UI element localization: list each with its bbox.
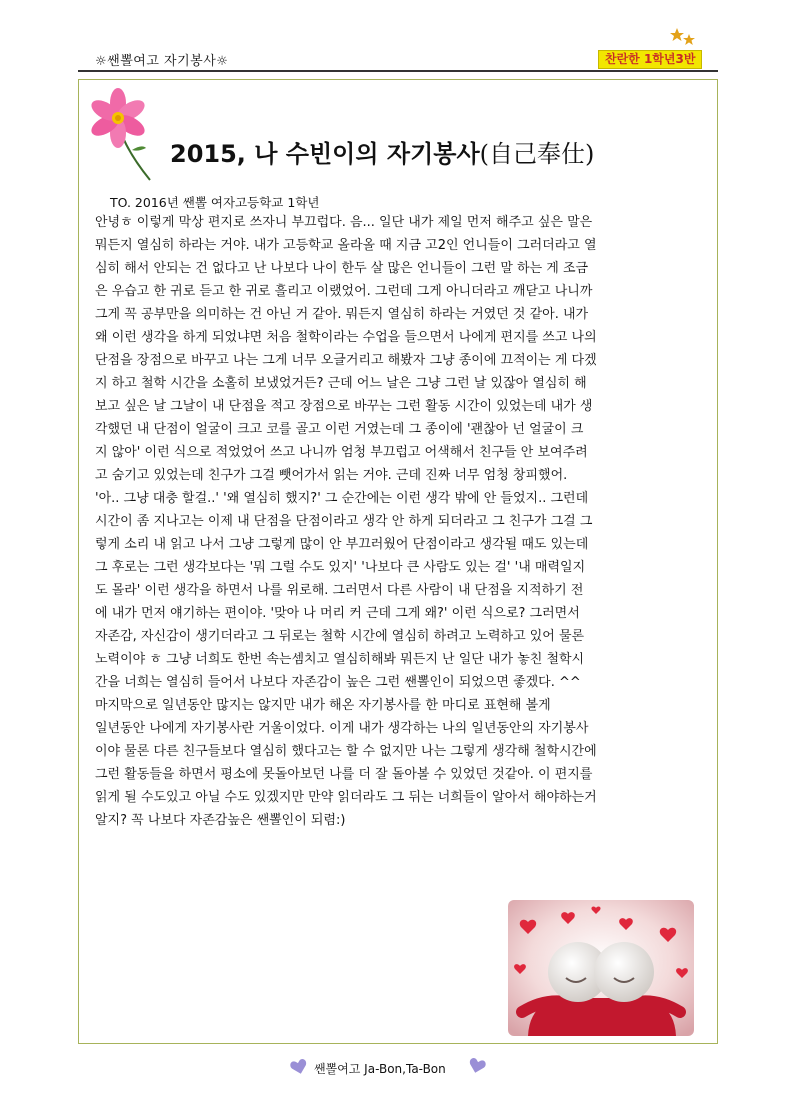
heart-icon <box>290 1059 308 1075</box>
body-line: 이야 물론 다른 친구들보다 열심히 했다고는 할 수 없지만 나는 그렇게 생각해 철학시간에 <box>95 744 597 759</box>
class-badge: 찬란한 1학년3반 <box>598 50 702 69</box>
body-line: 읽게 될 수도있고 아닐 수도 있겠지만 만약 읽더라도 그 뒤는 너희들이 알아서 해야하는거 <box>95 790 597 805</box>
star-decoration-icon <box>668 26 698 50</box>
title-hanja: (自己奉仕) <box>479 140 595 168</box>
body-line: 안녕ㅎ 이렇게 막상 편지로 쓰자니 부끄럽다. 음... 일단 내가 제일 먼저 해주고 싶은 말은 <box>95 215 593 230</box>
header-school-label: ☼쌘뽈여고 자기봉사☼ <box>95 54 229 69</box>
body-line: 지 하고 철학 시간을 소홀히 보냈었거든? 근데 어느 날은 그냥 그런 날 있잖아 열심히 해 <box>95 376 587 391</box>
body-line: 에 내가 먼저 얘기하는 편이야. '맞아 나 머리 커 근데 그게 왜?' 이런 식으로? 그러면서 <box>95 606 580 621</box>
title-text: 2015, 나 수빈이의 자기봉사 <box>170 140 480 168</box>
body-line: 각했던 내 단점이 얼굴이 크고 코를 골고 이런 거였는데 그 종이에 '괜찮아 넌 얼굴이 크 <box>95 422 584 437</box>
body-line: 알지? 꼭 나보다 자존감높은 쌘뽈인이 되렴:) <box>95 813 346 828</box>
body-line: 심히 해서 안되는 건 없다고 난 나보다 나이 한두 살 많은 언니들이 그런 말 하는 게 조금 <box>95 261 589 276</box>
body-line: 렇게 소리 내 읽고 나서 그냥 그렇게 많이 안 부끄러웠어 단점이라고 생각될 때도 있는데 <box>95 537 589 552</box>
body-line: 그게 꼭 공부만을 의미하는 건 아닌 거 같아. 뭐든지 열심히 하라는 거였던 것 같아. 내가 <box>95 307 589 322</box>
body-line: 마지막으로 일년동안 많지는 않지만 내가 해온 자기봉사를 한 마디로 표현해 볼게 <box>95 698 551 713</box>
hugging-figures-image <box>508 900 694 1036</box>
body-line: '아.. 그냥 대충 할걸..' '왜 열심히 했지?' 그 순간에는 이런 생각 밖에 안 들었지.. 그런데 <box>95 491 589 506</box>
body-line: 뭐든지 열심히 하라는 거야. 내가 고등학교 올라올 때 지금 고2인 언니들이 그러더라고 열 <box>95 238 597 253</box>
footer-text: 쌘뽈여고 Ja-Bon,Ta-Bon <box>314 1062 446 1076</box>
cosmos-flower-icon <box>88 88 158 183</box>
body-line: 보고 싶은 날 그날이 내 단점을 적고 장점으로 바꾸는 그런 활동 시간이 있었는데 내가 생 <box>95 399 593 414</box>
body-line: 그런 활동들을 하면서 평소에 못돌아보던 나를 더 잘 돌아볼 수 있었던 것같아. 이 편지를 <box>95 767 593 782</box>
header-divider <box>78 70 718 72</box>
body-line: 자존감, 자신감이 생기더라고 그 뒤로는 철학 시간에 열심히 하려고 노력하고 있어 물론 <box>95 629 585 644</box>
body-line: 지 않아' 이런 식으로 적었었어 쓰고 나니까 엄청 부끄럽고 어색해서 친구들 안 보여주려 <box>95 445 588 460</box>
body-line: 간을 너희는 열심히 들어서 나보다 자존감이 높은 그런 쌘뽈인이 되었으면 좋겠다. ^^ <box>95 675 581 690</box>
body-line: 도 몰라' 이런 생각을 하면서 나를 위로해. 그러면서 다른 사람이 내 단점을 지적하기 전 <box>95 583 584 598</box>
body-line: 시간이 좀 지나고는 이제 내 단점을 단점이라고 생각 안 하게 되더라고 그 친구가 그걸 그 <box>95 514 593 529</box>
page-footer <box>290 1058 490 1078</box>
body-line: 그 후로는 그런 생각보다는 '뭐 그럴 수도 있지' '나보다 큰 사람도 있는 걸' '내 매력일지 <box>95 560 586 575</box>
body-line: 왜 이런 생각을 하게 되었냐면 처음 철학이라는 수업을 들으면서 나에게 편지를 쓰고 나의 <box>95 330 597 345</box>
body-line: 일년동안 나에게 자기봉사란 거울이었다. 이게 내가 생각하는 나의 일년동안의 자기봉사 <box>95 721 589 736</box>
letter-addressee: TO. 2016년 쌘뽈 여자고등학교 1학년 <box>110 195 320 210</box>
heart-icon <box>468 1058 486 1074</box>
body-line: 은 우습고 한 귀로 듣고 한 귀로 흘리고 이랬었어. 그런데 그게 아니더라고 깨닫고 나니까 <box>95 284 593 299</box>
document-title <box>170 134 630 169</box>
body-line: 단점을 장점으로 바꾸고 나는 그게 너무 오글거리고 해봤자 그냥 종이에 끄적이는 게 다겠 <box>95 353 597 368</box>
letter-body <box>95 211 680 832</box>
body-line: 고 숨기고 있었는데 친구가 그걸 뺏어가서 읽는 거야. 근데 진짜 너무 엄청 창피했어. <box>95 468 568 483</box>
body-line: 노력이야 ㅎ 그냥 너희도 한번 속는셈치고 열심히해봐 뭐든지 난 일단 내가 놓친 철학시 <box>95 652 585 667</box>
